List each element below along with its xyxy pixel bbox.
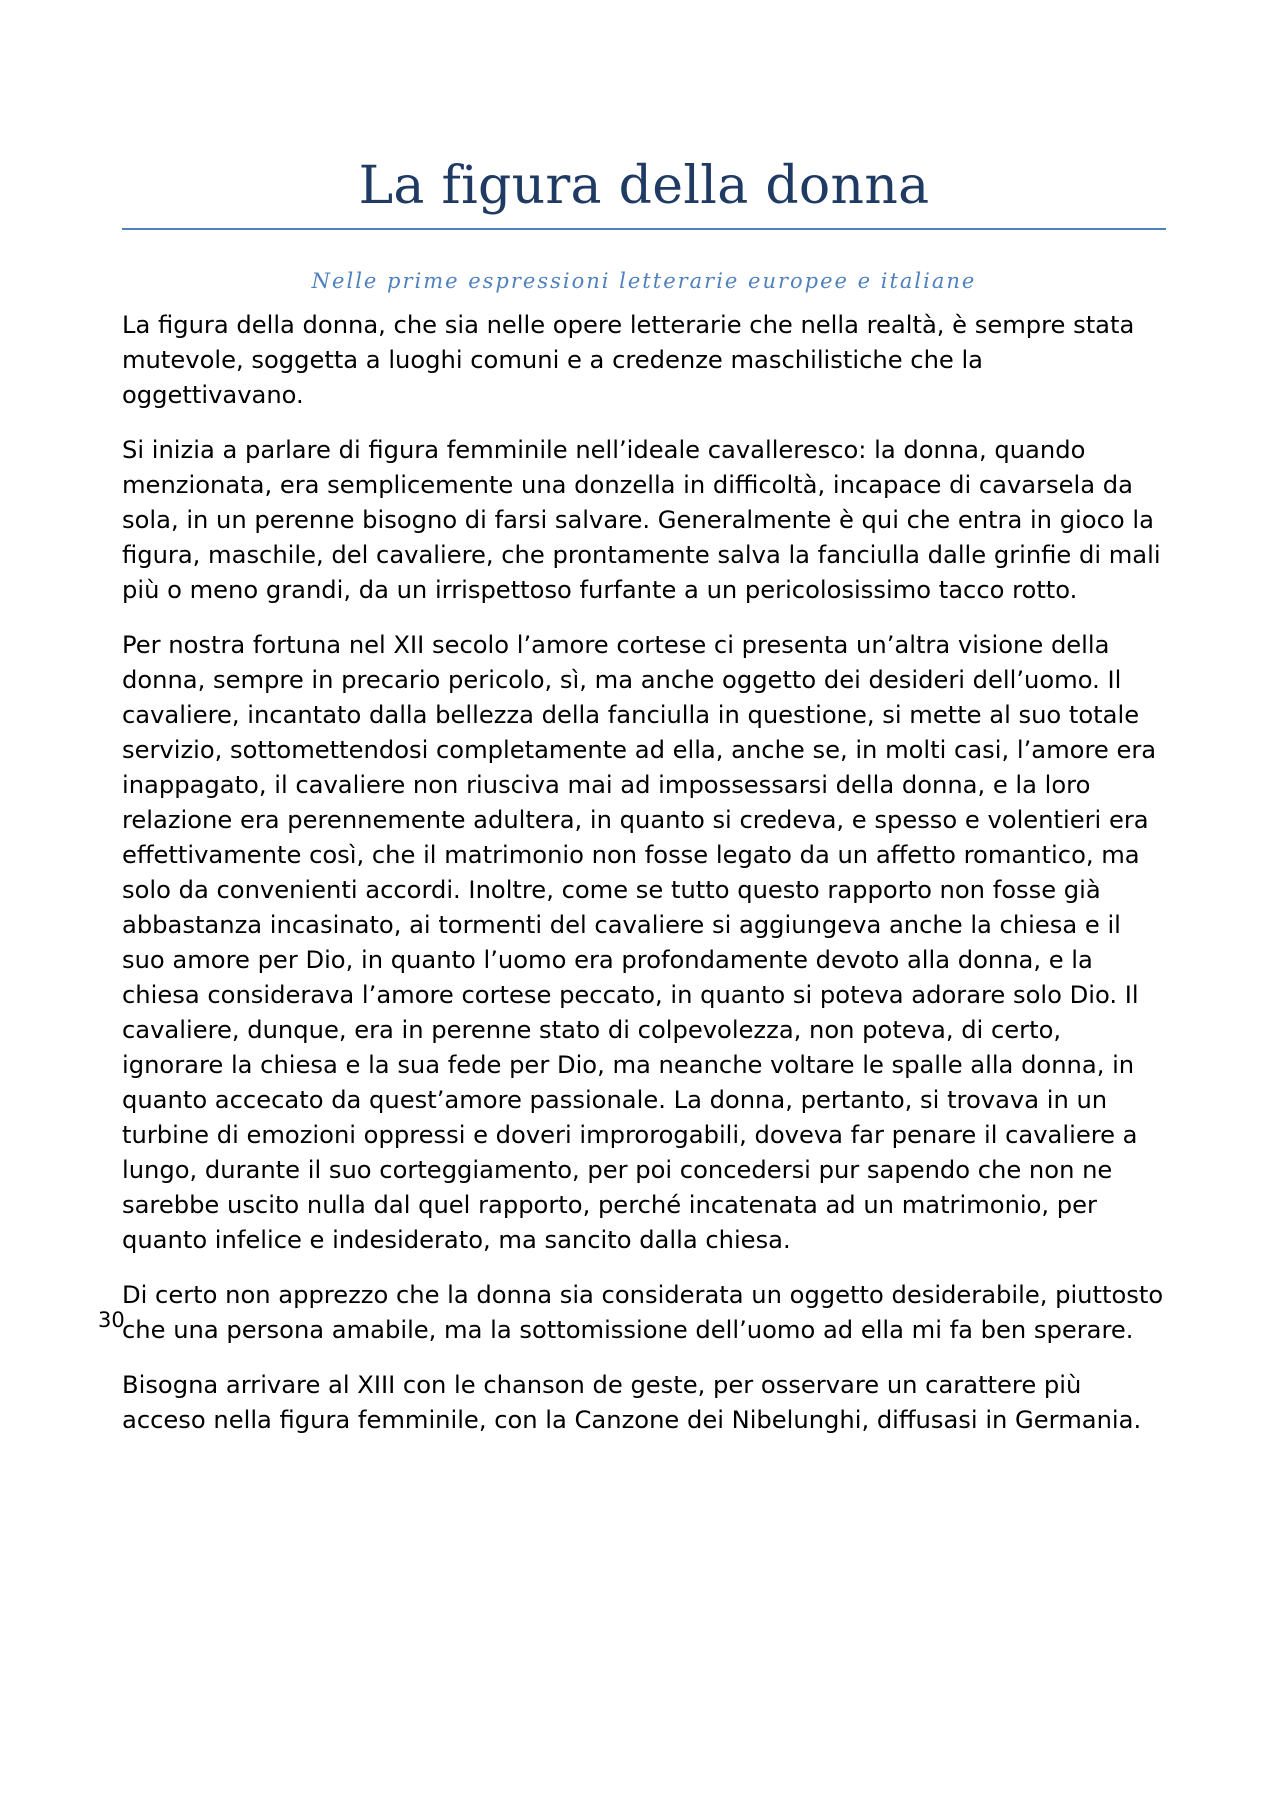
document-page — [122, 150, 1166, 1438]
paragraph-amore-cortese: Per nostra fortuna nel XII secolo l’amore cortese ci presenta un’altra visione della donna, sempre in precario pericolo, sì, ma anche oggetto dei desideri dell’uomo. Il cavaliere, incantato dalla bellezza della fanciulla in questione, si mette al suo totale servizio, sottomettendosi completamente ad ella, anche se, in molti casi, l’amore era inappagato, il cavaliere non riusciva mai ad impossessarsi della donna, e la loro relazione era perennemente adultera, in quanto si credeva, e spesso e volentieri era effettivamente così, che il matrimonio non fosse legato da un affetto romantico, ma solo da convenienti accordi. Inoltre, come se tutto questo rapporto non fosse già abbastanza incasinato, ai tormenti del cavaliere si aggiungeva anche la chiesa e il suo amore per Dio, in quanto l’uomo era profondamente devoto alla donna, e la chiesa considerava l’amore cortese peccato, in quanto si poteva adorare solo Dio. Il cavaliere, dunque, era in perenne stato di colpevolezza, non poteva, di certo, ignorare la chiesa e la sua fede per Dio, ma neanche voltare le spalle alla donna, in quanto accecato da quest’amore passionale. La donna, pertanto, si trovava in un turbine di emozioni oppressi e doveri improrogabili, doveva far penare il cavaliere a lungo, durante il suo corteggiamento, per poi concedersi pur sapendo che non ne sarebbe uscito nulla dal quel rapporto, perché incatenata ad un matrimonio, per quanto infelice e indesiderato, ma sancito dalla chiesa. — [122, 631, 1157, 1254]
paragraph-opinione: Di certo non apprezzo che la donna sia considerata un oggetto desiderabile, piuttosto che una persona amabile, ma la sottomissione dell’uomo ad ella mi fa ben sperare. — [122, 1281, 1164, 1344]
document-title: La figura della donna — [358, 156, 930, 216]
paragraph-intro: La figura della donna, che sia nelle opere letterarie che nella realtà, è sempre stata mutevole, soggetta a luoghi comuni e a credenze maschilistiche che la oggettivavano. — [122, 311, 1135, 409]
document-subtitle: Nelle prime espressioni letterarie europee e italiane — [311, 269, 977, 293]
title-underline — [122, 228, 1166, 230]
paragraph-chanson-de-geste: Bisogna arrivare al XIII con le chanson de geste, per osservare un carattere più acceso nella figura femminile, con la Canzone dei Nibelunghi, diffusasi in Germania. — [122, 1371, 1142, 1434]
line-number: 30 — [98, 1308, 125, 1332]
paragraph-ideale-cavalleresco: Si inizia a parlare di figura femminile nell’ideale cavalleresco: la donna, quando menzionata, era semplicemente una donzella in difficoltà, incapace di cavarsela da sola, in un perenne bisogno di farsi salvare. Generalmente è qui che entra in gioco la figura, maschile, del cavaliere, che prontamente salva la fanciulla dalle grinfie di mali più o meno grandi, da un irrispettoso furfante a un pericolosissimo tacco rotto. — [122, 436, 1161, 604]
